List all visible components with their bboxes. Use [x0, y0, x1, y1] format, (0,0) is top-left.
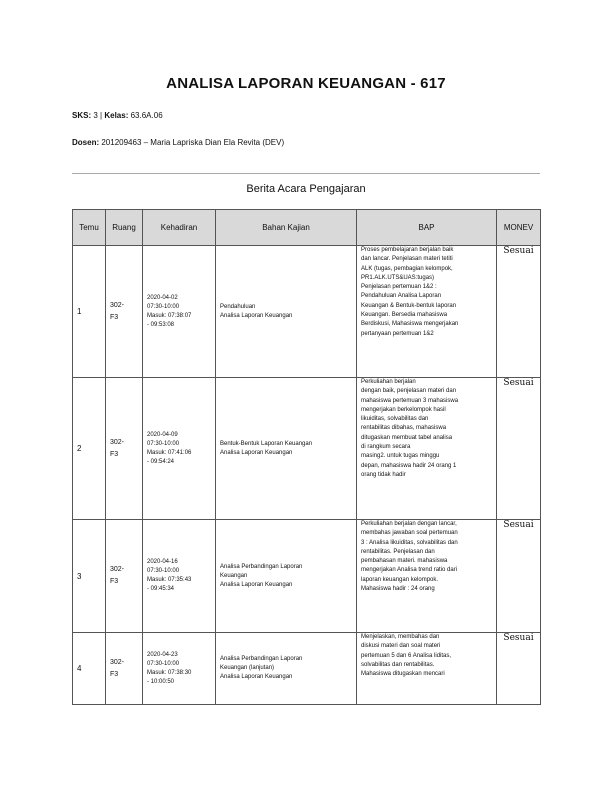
sks-value: 3 [93, 111, 98, 120]
kelas-value: 63.6A.06 [130, 111, 163, 120]
table-header-row [73, 210, 541, 246]
kelas-label: Kelas: [104, 111, 129, 120]
header-bahan-kajian: Bahan Kajian [216, 210, 357, 246]
bap-line: masing2. untuk tugas minggu [361, 453, 440, 460]
bap-cell [357, 246, 497, 378]
bap-line: Mahasiswa hadir : 24 orang [361, 586, 435, 593]
temu-cell: 1 [73, 246, 106, 378]
header-temu: Temu [73, 210, 106, 246]
ruang-line: F3 [110, 578, 119, 585]
ruang-line: 302- [110, 438, 125, 446]
kehadiran-cell [143, 520, 216, 633]
bap-line: 3 : Analisa likuiditas, solvabilitas dan [361, 539, 458, 546]
bahan-topic: Bentuk-Bentuk Laporan Keuangan [220, 440, 313, 447]
bahan-kajian-cell [216, 378, 357, 520]
bahan-topic-cont: Keuangan (lanjutan) [220, 665, 275, 671]
monev-cell: Sesuai [497, 246, 541, 378]
bap-cell [357, 520, 497, 633]
bahan-topic: Analisa Perbandingan Laporan [220, 656, 303, 662]
ruang-line: 302- [110, 658, 125, 666]
bap-line: solvabilitas dan rentabilitas. [361, 661, 435, 668]
table-row [73, 633, 541, 705]
dosen-value: 201209463 – Maria Lapriska Dian Ela Revita (DEV) [101, 138, 285, 147]
bap-line: Penjelasan pertemuan 1&2 : [361, 284, 437, 291]
bap-line: Proses pembelajaran berjalan baik [361, 247, 454, 253]
kehadiran-keluar: - 09:54:24 [147, 458, 175, 465]
bap-line: Perkuliahan berjalan dengan lancar, [361, 521, 457, 527]
temu-cell: 4 [73, 633, 106, 705]
header-monev: MONEV [497, 210, 541, 246]
bahan-kajian-cell [216, 246, 357, 378]
bahan-kajian-cell [216, 633, 357, 705]
header-kehadiran: Kehadiran [143, 210, 216, 246]
monev-cell: Sesuai [497, 633, 541, 705]
lecturer-meta [72, 138, 284, 147]
kehadiran-masuk: Masuk: 07:41:06 [147, 449, 192, 456]
section-divider [72, 173, 540, 174]
header-ruang: Ruang [106, 210, 143, 246]
bap-line: orang tidak hadir [361, 471, 406, 478]
bahan-topic-cont: Keuangan [220, 572, 248, 579]
ruang-line: 302- [110, 301, 125, 309]
bahan-topic: Pendahuluan [220, 303, 256, 310]
dosen-label: Dosen: [72, 138, 100, 147]
bahan-course: Analisa Laporan Keuangan [220, 581, 293, 588]
bap-cell [357, 378, 497, 520]
ruang-line: 302- [110, 566, 125, 573]
bap-line: diskusi materi dan soal materi [361, 643, 441, 650]
bahan-course: Analisa Laporan Keuangan [220, 449, 293, 456]
ruang-line: F3 [110, 450, 119, 458]
table-row [73, 378, 541, 520]
bahan-course: Analisa Laporan Keuangan [220, 312, 293, 319]
kehadiran-date: 2020-04-16 [147, 559, 178, 565]
bap-line: pembahasan materi. mahasiswa [361, 558, 448, 565]
kehadiran-masuk: Masuk: 07:38:07 [147, 312, 192, 319]
bap-line: ALK (tugas, pembagian kelompok, [361, 265, 453, 272]
bap-line: rentabilitas dibahas, mahasiswa [361, 425, 447, 432]
bap-line: rentabilitas. Penjelasan dan [361, 548, 435, 555]
bap-line: likuiditas, solvabilitas dan [361, 416, 429, 423]
bap-line: mengerjakan Analisa trend ratio dari [361, 567, 458, 574]
ruang-cell [106, 246, 143, 378]
temu-cell: 2 [73, 378, 106, 520]
bap-line: laporan keuangan kelompok. [361, 576, 439, 583]
ruang-cell [106, 520, 143, 633]
page-title: ANALISA LAPORAN KEUANGAN - 617 [166, 75, 446, 92]
monev-cell: Sesuai [497, 378, 541, 520]
kehadiran-masuk: Masuk: 07:38:30 [147, 669, 192, 676]
bap-line: di rangkum secara [361, 444, 411, 451]
monev-cell: Sesuai [497, 520, 541, 633]
temu-cell: 3 [73, 520, 106, 633]
kehadiran-keluar: - 09:45:34 [147, 586, 175, 592]
course-meta [72, 111, 163, 120]
section-title: Berita Acara Pengajaran [246, 183, 366, 195]
ruang-line: F3 [110, 313, 119, 321]
kehadiran-time: 07:30-10:00 [147, 303, 180, 310]
bap-line: Perkuliahan berjalan [361, 379, 416, 385]
kehadiran-date: 2020-04-23 [147, 651, 178, 658]
kehadiran-time: 07:30-10:00 [147, 568, 180, 574]
bap-line: pertanyaan pertemuan 1&2 [361, 330, 434, 337]
kehadiran-date: 2020-04-02 [147, 294, 178, 301]
kehadiran-keluar: - 09:53:08 [147, 321, 175, 328]
ruang-cell [106, 633, 143, 705]
kehadiran-cell [143, 378, 216, 520]
bap-line: Keuangan. Bersedia mahasiswa [361, 312, 448, 319]
ruang-line: F3 [110, 670, 119, 678]
bap-line: dan lancar. Penjelasan materi tetiti [361, 256, 453, 263]
bap-line: mahasiswa pertemuan 3 mahasiswa [361, 397, 459, 404]
meta-separator: | [100, 111, 103, 120]
bap-line: PR1.ALK.UTS&UAS:tugas) [361, 274, 435, 281]
kehadiran-cell [143, 633, 216, 705]
sks-label: SKS: [72, 111, 92, 120]
kehadiran-keluar: - 10:00:50 [147, 678, 175, 685]
teaching-record-table [72, 209, 541, 705]
kehadiran-cell [143, 246, 216, 378]
bap-line: dengan baik, penjelasan materi dan [361, 388, 457, 395]
bap-cell [357, 633, 497, 705]
table-row [73, 520, 541, 633]
bahan-topic: Analisa Perbandingan Laporan [220, 563, 303, 570]
header-bap: BAP [357, 210, 497, 246]
bap-line: pertemuan 5 dan 6 Analisa liditas, [361, 652, 452, 659]
kehadiran-time: 07:30-10:00 [147, 660, 180, 667]
bap-line: membahas jawaban soal pertemuan [361, 530, 458, 537]
ruang-cell [106, 378, 143, 520]
kehadiran-masuk: Masuk: 07:35:43 [147, 577, 192, 583]
bap-line: ditugaskan membuat tabel analisa [361, 434, 453, 441]
bap-line: Keuangan & Bentuk-bentuk laporan [361, 302, 457, 309]
bap-line: mengerjakan berkelompok hasil [361, 406, 446, 413]
bahan-kajian-cell [216, 520, 357, 633]
table-row [73, 246, 541, 378]
bap-line: Pendahuluan Analisa Laporan [361, 293, 442, 300]
bahan-course: Analisa Laporan Keuangan [220, 674, 293, 680]
bap-line: Berdiskusi, Mahasiswa mengerjakan [361, 321, 459, 328]
bap-line: depan, mahasiswa hadir 24 orang 1 [361, 462, 457, 469]
bap-line: Menjelaskan, membahas dan [361, 634, 440, 640]
kehadiran-date: 2020-04-09 [147, 431, 178, 438]
kehadiran-time: 07:30-10:00 [147, 440, 180, 447]
bap-line: Mahasiswa ditugaskan mencari [361, 671, 445, 678]
